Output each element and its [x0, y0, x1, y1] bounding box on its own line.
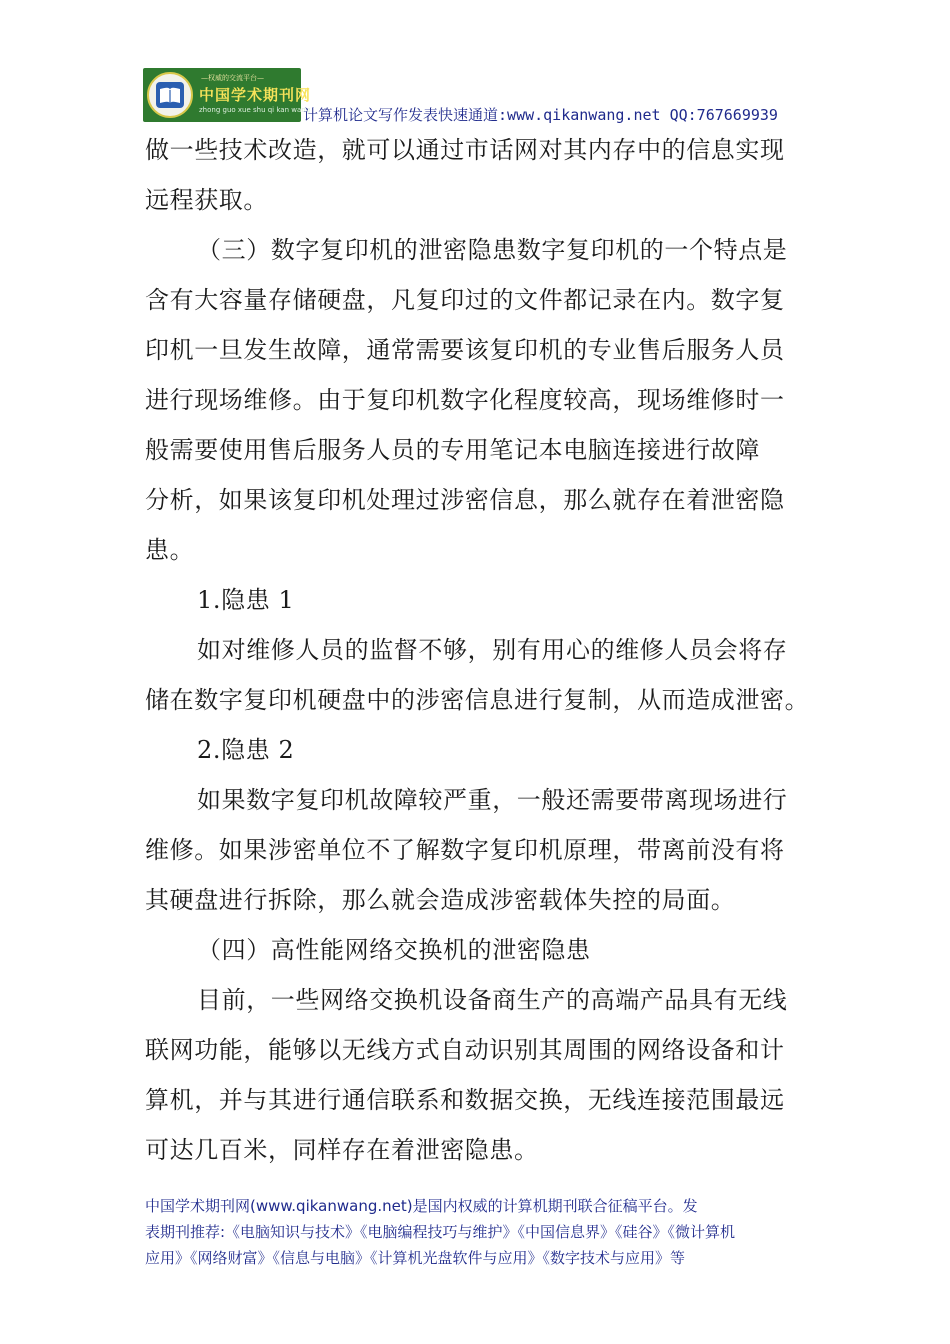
body-text-line: 如对维修人员的监督不够，别有用心的维修人员会将存 [197, 636, 788, 664]
body-text-line: 1.隐患 1 [197, 586, 295, 614]
body-text-line: 储在数字复印机硬盘中的涉密信息进行复制，从而造成泄密。 [145, 686, 810, 714]
footer-line: 中国学术期刊网(www.qikanwang.net)是国内权威的计算机期刊联合征稿平台。发 [145, 1197, 698, 1215]
body-text-line: 目前，一些网络交换机设备商生产的高端产品具有无线 [197, 986, 788, 1014]
body-text-line: 2.隐患 2 [197, 736, 295, 764]
body-text-line: 维修。如果涉密单位不了解数字复印机原理，带离前没有将 [145, 836, 785, 864]
body-text-line: 印机一旦发生故障，通常需要该复印机的专业售后服务人员 [145, 336, 785, 364]
body-text-line: 进行现场维修。由于复印机数字化程度较高，现场维修时一 [145, 386, 785, 414]
footer-line: 表期刊推荐:《电脑知识与技术》《电脑编程技巧与维护》《中国信息界》《硅谷》《微计算机 [145, 1223, 736, 1241]
header-tagline: 计算机论文写作发表快速通道:www.qikanwang.net QQ:767669939 [303, 106, 778, 124]
body-text-line: （四）高性能网络交换机的泄密隐患 [197, 936, 591, 964]
body-text-line: 其硬盘进行拆除，那么就会造成涉密载体失控的局面。 [145, 886, 736, 914]
logo-name: 中国学术期刊网 [199, 86, 312, 104]
site-logo[interactable] [143, 68, 312, 122]
body-text-line: 算机，并与其进行通信联系和数据交换，无线连接范围最远 [145, 1086, 785, 1114]
page-footer [145, 1193, 815, 1271]
body-text-line: 般需要使用售后服务人员的专用笔记本电脑连接进行故障 [145, 436, 760, 464]
book-emblem-icon [147, 72, 193, 118]
logo-top-text: —权威的交流平台— [201, 74, 264, 82]
body-text-line: 含有大容量存储硬盘，凡复印过的文件都记录在内。数字复 [145, 286, 785, 314]
document-body [145, 125, 810, 1175]
logo-pinyin: zhong guo xue shu qi kan wang [199, 106, 311, 114]
footer-line: 应用》《网络财富》《信息与电脑》《计算机光盘软件与应用》《数字技术与应用》等 [145, 1249, 686, 1267]
body-text-line: 可达几百米，同样存在着泄密隐患。 [145, 1136, 539, 1164]
body-text-line: （三）数字复印机的泄密隐患数字复印机的一个特点是 [197, 236, 788, 264]
body-text-line: 做一些技术改造，就可以通过市话网对其内存中的信息实现 [145, 136, 785, 164]
body-text-line: 如果数字复印机故障较严重，一般还需要带离现场进行 [197, 786, 788, 814]
body-text-line: 分析，如果该复印机处理过涉密信息，那么就存在着泄密隐 [145, 486, 785, 514]
body-text-line: 患。 [145, 536, 195, 564]
body-text-line: 远程获取。 [145, 186, 268, 214]
body-text-line: 联网功能，能够以无线方式自动识别其周围的网络设备和计 [145, 1036, 785, 1064]
page-header [143, 68, 823, 124]
